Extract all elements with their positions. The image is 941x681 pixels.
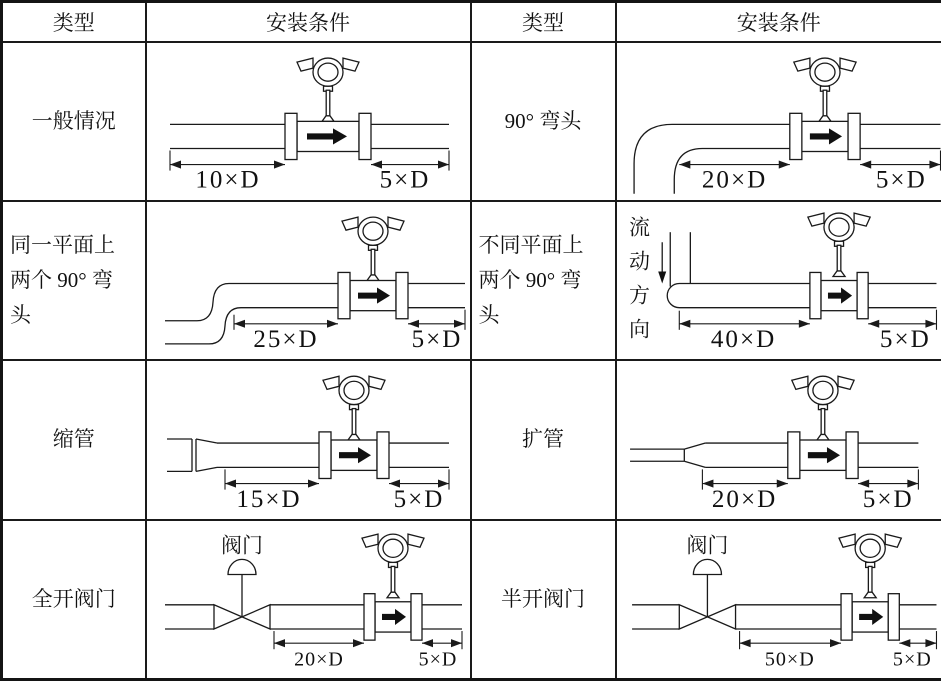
pipe-diagram-half-open-valve (617, 521, 941, 679)
downstream-dim-label: 5×D (379, 166, 430, 194)
flowmeter-icon (362, 534, 424, 640)
valve-label: 阀门 (220, 532, 263, 558)
diagram-cell-half-open-valve (616, 520, 941, 680)
downstream-dim-label: 5×D (862, 485, 914, 513)
pipe-diagram-general-case (147, 43, 470, 200)
header-type-right: 类型 (471, 2, 616, 43)
valve-actuator-dome (693, 559, 721, 574)
row-double-elbows (2, 201, 941, 360)
diagram-cell-two-elbows-diff-planes (616, 201, 941, 360)
downstream-dim-label: 5×D (411, 325, 462, 353)
row-valves (2, 520, 941, 680)
type-cell-general-case: 一般情况 (2, 42, 146, 201)
row-general-and-elbow (2, 42, 941, 201)
pipe-diagram-vertical-drop (617, 202, 941, 359)
flowmeter-icon (319, 376, 389, 478)
diagram-cell-two-elbows-same-plane (146, 201, 471, 360)
flowmeter-icon (789, 58, 859, 159)
flow-direction-arrow (658, 271, 666, 283)
header-condition-right: 安装条件 (616, 2, 941, 43)
dimension-annotations (225, 469, 449, 513)
pipe-diagram-expander (617, 361, 941, 519)
diagram-cell-90-elbow (616, 42, 941, 201)
downstream-dim-label: 5×D (892, 648, 932, 671)
upstream-dim-label: 20×D (293, 648, 344, 671)
downstream-dim-label: 5×D (879, 325, 931, 353)
type-cell-90-elbow: 90° 弯头 (471, 42, 616, 201)
upstream-dim-label: 15×D (235, 485, 302, 513)
pipe-diagram-reducer (147, 361, 470, 519)
downstream-dim-label: 5×D (418, 648, 457, 671)
pipe-diagram-fully-open-valve (147, 521, 470, 679)
pipe-diagram-90-elbow (617, 43, 941, 200)
type-cell-half-open-valve: 半开阀门 (471, 520, 616, 680)
valve-label: 阀门 (685, 532, 728, 558)
pipe-lines (662, 232, 936, 307)
type-cell-reducer: 缩管 (2, 360, 146, 520)
pipe-diagram-s-bend (147, 202, 470, 359)
flow-direction-label: 流动方向 (626, 215, 651, 352)
flowmeter-icon (285, 58, 371, 159)
flowmeter-icon (787, 376, 857, 478)
dimension-annotations (679, 309, 936, 352)
header-row (2, 2, 941, 43)
diagram-cell-general-case (146, 42, 471, 201)
valve-actuator-dome (228, 559, 256, 574)
pipe-lines (167, 439, 449, 471)
upstream-dim-label: 20×D (711, 485, 777, 513)
pipe-lines (630, 443, 918, 467)
type-cell-expander: 扩管 (471, 360, 616, 520)
downstream-dim-label: 5×D (875, 166, 927, 194)
row-reducer-expander (2, 360, 941, 520)
upstream-dim-label: 20×D (701, 166, 767, 194)
upstream-dim-label: 10×D (194, 166, 261, 194)
dimension-annotations (702, 469, 918, 512)
header-type-left: 类型 (2, 2, 146, 43)
diagram-cell-fully-open-valve (146, 520, 471, 680)
diagram-cell-expander (616, 360, 941, 520)
type-cell-two-elbows-same-plane: 同一平面上两个 90° 弯头 (2, 201, 146, 360)
flowmeter-icon (807, 213, 869, 319)
header-condition-left: 安装条件 (146, 2, 471, 43)
type-cell-two-elbows-diff-planes: 不同平面上两个 90° 弯头 (471, 201, 616, 360)
dimension-annotations (679, 150, 940, 193)
upstream-dim-label: 40×D (710, 325, 776, 353)
diagram-cell-reducer (146, 360, 471, 520)
upstream-dim-label: 25×D (252, 325, 319, 353)
upstream-dim-label: 50×D (764, 648, 815, 671)
downstream-dim-label: 5×D (393, 485, 444, 513)
flowmeter-icon (338, 217, 408, 319)
type-cell-fully-open-valve: 全开阀门 (2, 520, 146, 680)
flowmeter-icon (839, 534, 901, 640)
dimension-annotations (170, 150, 449, 193)
dimension-annotations (739, 631, 936, 670)
